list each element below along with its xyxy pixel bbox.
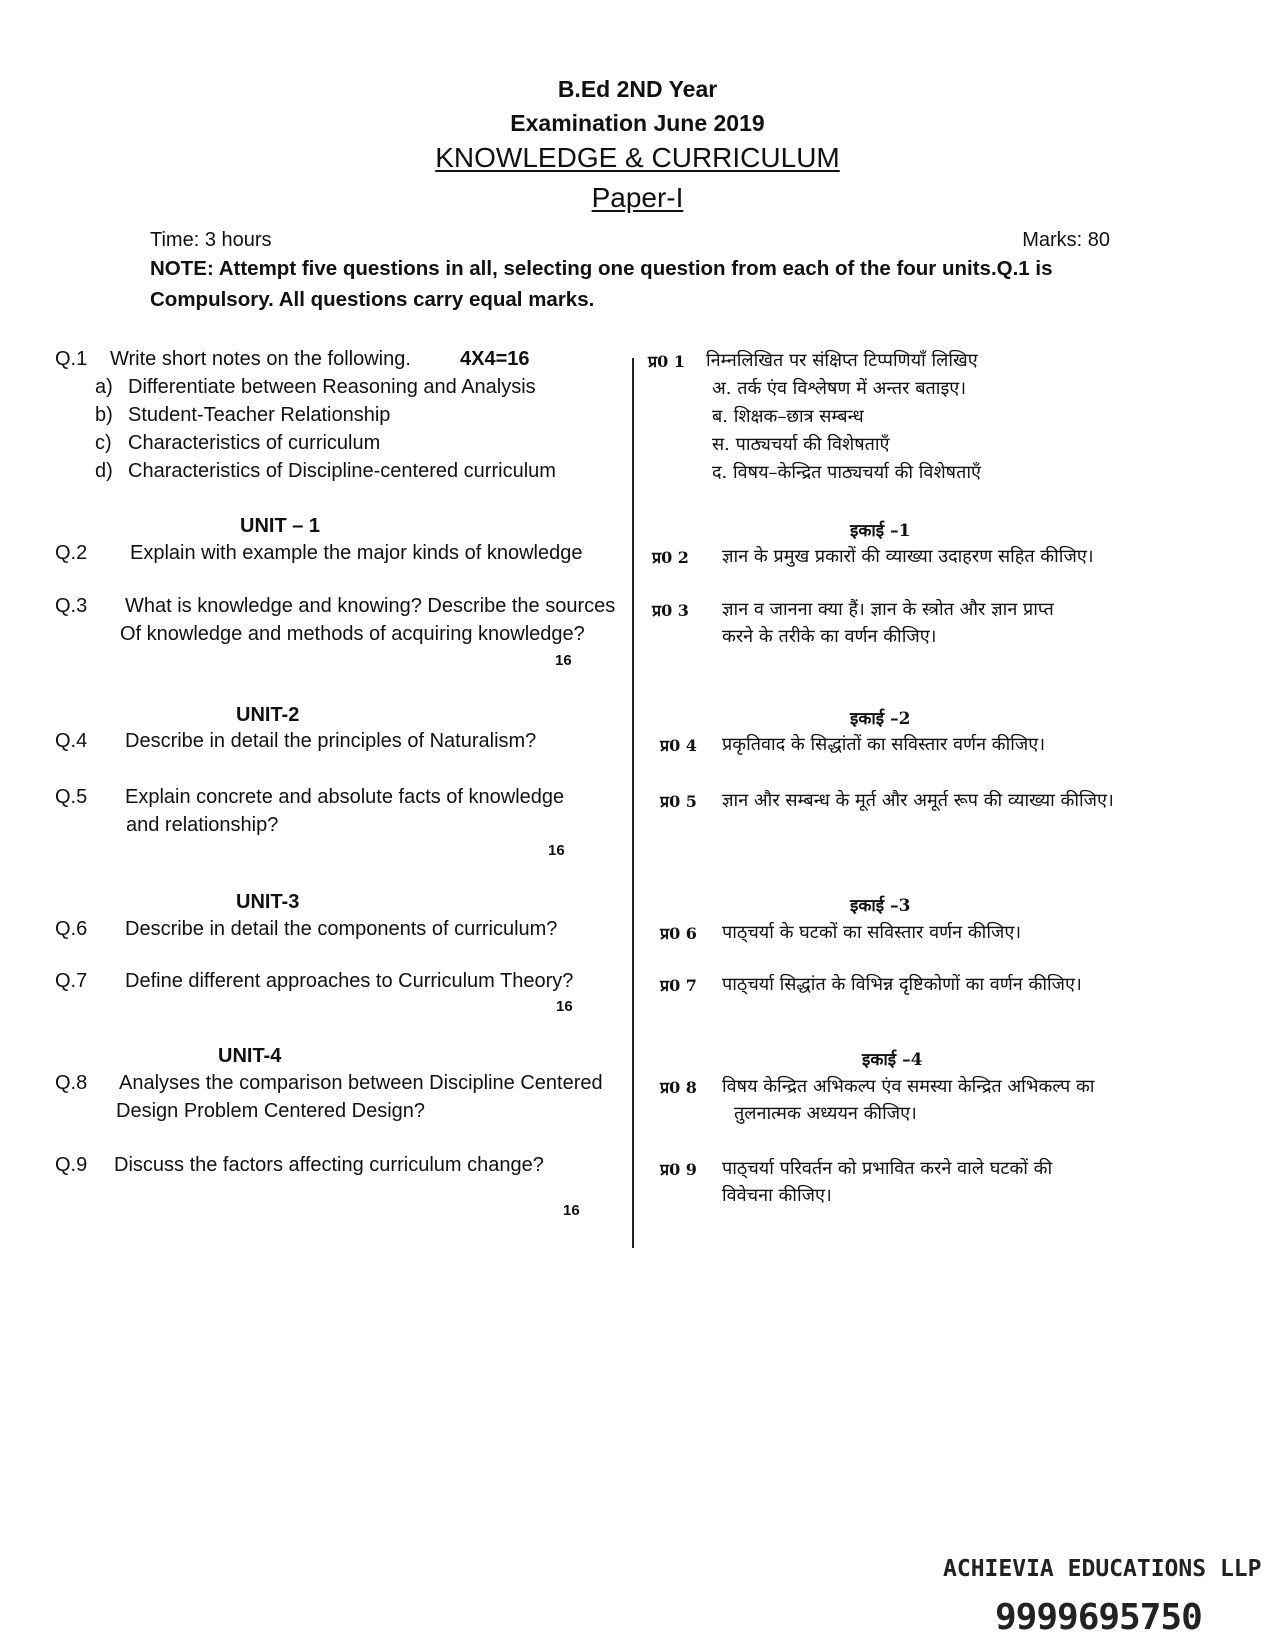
marks-label: Marks: 80 bbox=[1022, 229, 1110, 251]
phone-watermark: 9999695750 bbox=[995, 1597, 1202, 1638]
question-number: Q.7 bbox=[55, 970, 88, 992]
question-hindi-number: प्र0 5 bbox=[660, 792, 697, 811]
unit-1-hindi-title: इकाई –1 bbox=[850, 521, 911, 541]
company-watermark: ACHIEVIA EDUCATIONS LLP bbox=[943, 1556, 1262, 1582]
question-hindi-line: ज्ञान और सम्बन्ध के मूर्त और अमूर्त रूप की व्याख्या कीजिए। bbox=[722, 790, 1114, 811]
unit-3-hindi-title: इकाई –3 bbox=[850, 896, 911, 916]
question-hindi-number: प्र0 4 bbox=[660, 736, 697, 755]
q1-item-label: d) bbox=[95, 460, 113, 482]
q1-number: Q.1 bbox=[55, 348, 88, 370]
q1-item-label: a) bbox=[95, 376, 113, 398]
unit-1-marks: 16 bbox=[555, 652, 572, 669]
unit-4-hindi-title: इकाई –4 bbox=[862, 1050, 923, 1070]
question-hindi-line: पाठ्चर्या के घटकों का सविस्तार वर्णन कीजिए। bbox=[722, 922, 1022, 943]
exam-session: Examination June 2019 bbox=[510, 110, 765, 136]
question-hindi-line: ज्ञान के प्रमुख प्रकारों की व्याख्या उदाहरण सहित कीजिए। bbox=[722, 546, 1094, 567]
question-number: Q.9 bbox=[55, 1154, 88, 1176]
q1-item-label: b) bbox=[95, 404, 113, 426]
unit-4-title: UNIT-4 bbox=[218, 1045, 282, 1067]
question-text-line: Explain with example the major kinds of knowledge bbox=[130, 542, 583, 564]
question-text-line: Define different approaches to Curriculum Theory? bbox=[125, 970, 574, 992]
q1-item-text: Characteristics of Discipline-centered curriculum bbox=[128, 460, 556, 482]
question-text-line: Explain concrete and absolute facts of knowledge bbox=[125, 786, 565, 808]
q1-marks: 4X4=16 bbox=[460, 348, 530, 370]
q1-hindi-text: निम्नलिखित पर संक्षिप्त टिप्पणियाँ लिखिए bbox=[706, 350, 978, 371]
question-text-line: and relationship? bbox=[126, 814, 279, 836]
q1-hindi-item: ब. शिक्षक–छात्र सम्बन्ध bbox=[712, 406, 864, 427]
q1-hindi-number: प्र0 1 bbox=[648, 352, 685, 371]
question-number: Q.4 bbox=[55, 730, 88, 752]
question-hindi-number: प्र0 3 bbox=[652, 601, 689, 620]
unit-3-marks: 16 bbox=[556, 998, 573, 1015]
question-hindi-number: प्र0 8 bbox=[660, 1078, 697, 1097]
question-hindi-line: विषय केन्द्रित अभिकल्प एंव समस्या केन्द्रित अभिकल्प का bbox=[722, 1076, 1095, 1097]
question-number: Q.2 bbox=[55, 542, 88, 564]
note-line-2: Compulsory. All questions carry equal marks. bbox=[150, 288, 595, 311]
question-text-line: Of knowledge and methods of acquiring knowledge? bbox=[120, 623, 585, 645]
q1-item-text: Student-Teacher Relationship bbox=[128, 404, 391, 426]
question-hindi-line: पाठ्चर्या सिद्धांत के विभिन्न दृष्टिकोणों का वर्णन कीजिए। bbox=[722, 974, 1082, 995]
q1-text: Write short notes on the following. bbox=[110, 348, 411, 370]
unit-3-title: UNIT-3 bbox=[236, 891, 300, 913]
question-hindi-line: ज्ञान व जानना क्या हैं। ज्ञान के स्त्रोत और ज्ञान प्राप्त bbox=[722, 599, 1054, 620]
unit-1-title: UNIT – 1 bbox=[240, 515, 321, 537]
column-divider bbox=[632, 358, 634, 1248]
time-label: Time: 3 hours bbox=[150, 229, 272, 251]
question-number: Q.8 bbox=[55, 1072, 88, 1094]
exam-program: B.Ed 2ND Year bbox=[557, 76, 718, 102]
question-text-line: What is knowledge and knowing? Describe the sources bbox=[125, 595, 616, 617]
question-hindi-line: करने के तरीके का वर्णन कीजिए। bbox=[722, 626, 937, 647]
q1-item-text: Differentiate between Reasoning and Analysis bbox=[128, 376, 536, 398]
unit-2-hindi-title: इकाई –2 bbox=[850, 709, 911, 729]
question-number: Q.5 bbox=[55, 786, 88, 808]
question-hindi-number: प्र0 6 bbox=[660, 924, 697, 943]
q1-item-label: c) bbox=[95, 432, 112, 454]
question-text-line: Describe in detail the principles of Naturalism? bbox=[125, 730, 537, 752]
question-hindi-line: विवेचना कीजिए। bbox=[722, 1185, 832, 1206]
q1-item-text: Characteristics of curriculum bbox=[128, 432, 381, 454]
question-number: Q.3 bbox=[55, 595, 88, 617]
unit-2-marks: 16 bbox=[548, 842, 565, 859]
paper-title: Paper-I bbox=[591, 182, 684, 213]
question-text-line: Discuss the factors affecting curriculum change? bbox=[114, 1154, 544, 1176]
question-text-line: Analyses the comparison between Discipline Centered bbox=[119, 1072, 603, 1094]
question-hindi-line: प्रकृतिवाद के सिद्धांतों का सविस्तार वर्णन कीजिए। bbox=[722, 734, 1046, 755]
question-hindi-line: तुलनात्मक अध्ययन कीजिए। bbox=[734, 1103, 917, 1124]
question-hindi-number: प्र0 7 bbox=[660, 976, 697, 995]
q1-hindi-item: स. पाठ्यचर्या की विशेषताएँ bbox=[712, 434, 890, 455]
question-number: Q.6 bbox=[55, 918, 88, 940]
question-hindi-number: प्र0 2 bbox=[652, 548, 689, 567]
question-text-line: Describe in detail the components of curriculum? bbox=[125, 918, 558, 940]
unit-4-marks: 16 bbox=[563, 1202, 580, 1219]
note-line-1: NOTE: Attempt five questions in all, selecting one question from each of the four units.Q.1 is bbox=[150, 257, 1053, 280]
question-text-line: Design Problem Centered Design? bbox=[116, 1100, 426, 1122]
q1-hindi-item: अ. तर्क एंव विश्लेषण में अन्तर बताइए। bbox=[712, 378, 967, 399]
subject-title: KNOWLEDGE & CURRICULUM bbox=[435, 142, 840, 173]
q1-hindi-item: द. विषय–केन्द्रित पाठ्यचर्या की विशेषताएँ bbox=[712, 462, 981, 483]
question-hindi-line: पाठ्चर्या परिवर्तन को प्रभावित करने वाले घटकों की bbox=[722, 1158, 1053, 1179]
unit-2-title: UNIT-2 bbox=[236, 704, 300, 726]
question-hindi-number: प्र0 9 bbox=[660, 1160, 697, 1179]
